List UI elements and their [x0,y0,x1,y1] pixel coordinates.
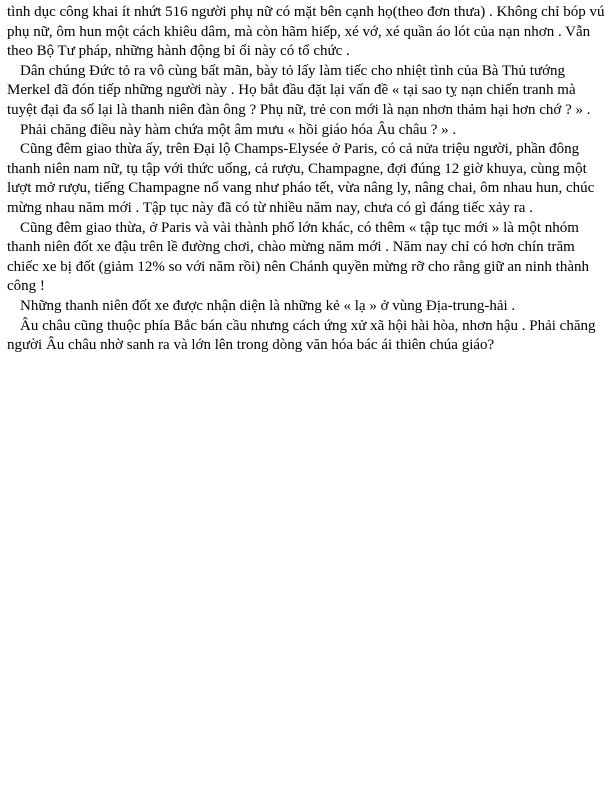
paragraph-continuation: tình dục công khai ít nhứt 516 người phụ nữ có mặt bên cạnh họ(theo đơn thưa) . Không chỉ bóp vú phụ nữ, ôm hun một cách khiêu dâm, mà còn hãm hiếp, xé vớ, xé quần áo lót của nạn nhơn . Vẫn theo Bộ Tư pháp, những hành động bỉ ổi này có tổ chức . [7,4,605,60]
paragraph-german-discontent: Dân chúng Đức tỏ ra vô cùng bất mãn, bày tỏ lấy làm tiếc cho nhiệt tình của Bà Thủ tướng Merkel đã đón tiếp những người này . Họ bắt đầu đặt lại vấn đề « tại sao tỵ nạn chiến tranh mà tuyệt đại đa số lại là thanh niên đàn ông ? Phụ nữ, trẻ con mới là nạn nhơn thảm hại hơn chớ ? » . [7,62,591,118]
paragraph-islamization-question: Phải chăng điều này hàm chứa một âm mưu « hồi giáo hóa Âu châu ? » . [20,121,457,138]
paragraph-mediterranean-youth: Những thanh niên đốt xe được nhận diện là những kẻ « lạ » ở vùng Địa-trung-hải . [20,297,516,314]
paragraph-car-burning: Cũng đêm giao thừa, ở Paris và vài thành phố lớn khác, có thêm « tập tục mới » là một nhóm thanh niên đốt xe đậu trên lề đường chơi, chào mừng năm mới . Năm nay chỉ có hơn chín trăm chiếc xe bị đốt (giảm 12% so với năm rồi) nên Chánh quyền mừng rỡ cho rằng giữ an ninh thành công ! [7,219,589,295]
paragraph-european-culture: Âu châu cũng thuộc phía Bắc bán cầu nhưng cách ứng xử xã hội hài hòa, nhơn hậu . Phải chăng người Âu châu nhờ sanh ra và lớn lên trong dòng văn hóa bác ái thiên chúa giáo? [7,317,596,354]
paragraph-champs-elysees: Cũng đêm giao thừa ấy, trên Đại lộ Champs-Elysée ở Paris, có cả nửa triệu người, phần đông thanh niên nam nữ, tụ tập với thức uống, cả rượu, Champagne, đợi đúng 12 giờ khuya, cùng một lượt mở rượu, tiếng Champagne nổ vang như pháo tết, vừa nâng ly, nâng chai, ôm nhau hun, chúc mừng nhau năm mới . Tập tục này đã có từ nhiều năm nay, chưa có gì đáng tiếc xảy ra . [7,141,595,216]
document-page [7,3,605,356]
